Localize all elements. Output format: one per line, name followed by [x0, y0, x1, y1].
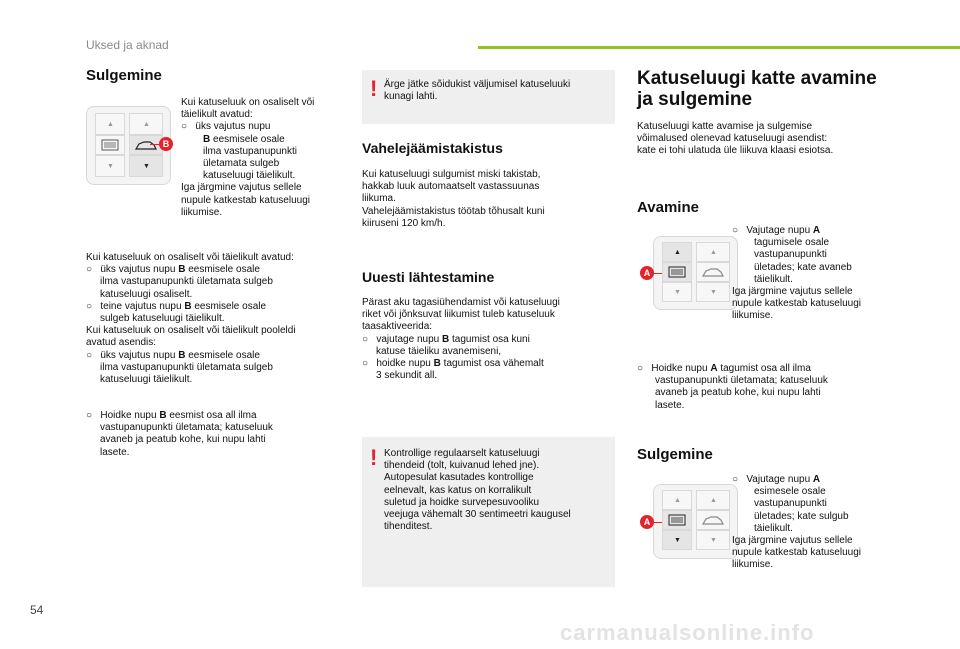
watermark: carmanualsonline.info — [560, 620, 815, 645]
pinch-title: Vahelejäämistakistus — [362, 140, 503, 156]
warning-icon: ! — [370, 445, 378, 470]
section-header: Uksed ja aknad — [86, 38, 169, 52]
callout-b: B — [159, 137, 173, 151]
roof-switch-figure-a-close: ▲ ▲ ▼ ▼ — [653, 484, 738, 559]
header-accent-bar — [478, 46, 960, 49]
warning-box-2: ! Kontrollige regulaarselt katuseluugi tihendeid (tolt, kuivanud lehed jne). Autopesulat kasutades kontrollige eelnevalt, kas katus on korralikult suletud ja hoidke survepesuvooliku veejuga vähemalt 30 sentimeetri kaugusel tihenditest. — [362, 437, 615, 587]
warning-icon: ! — [370, 76, 378, 101]
reset-title: Uuesti lähtestamine — [362, 269, 495, 285]
sunroof-blind-icon — [668, 514, 686, 526]
opening-step: ○︎ Vajutage nupu A tagumisele osale vastupanupunkti ületades; kate avaneb täielikult. Iga järgmine vajutus sellele nupule katkestab katuseluugi liikumise. — [732, 225, 861, 322]
opening-hold: ○︎ Hoidke nupu A tagumist osa all ilma vastupanupunkti ületamata; katuseluuk avaneb ja peatub kohe, kui nupu lahti lasete. — [637, 363, 828, 411]
callout-a-open: A — [640, 266, 654, 280]
bullet-icon: ○︎ — [181, 121, 188, 133]
page-number: 54 — [30, 603, 44, 617]
cover-closing-title: Sulgemine — [637, 446, 713, 463]
closing-hold: ○︎ Hoidke nupu B eesmist osa all ilma vastupanupunkti ületamata; katuseluuk avaneb ja peatub kohe, kui nupu lahti lasete. — [86, 410, 273, 458]
car-roof-icon — [134, 138, 158, 152]
opening-title: Avamine — [637, 199, 699, 216]
callout-a-close: A — [640, 515, 654, 529]
car-roof-icon — [701, 513, 725, 527]
closing-intro: Kui katuseluuk on osaliselt või täielikult avatud: ○︎ üks vajutus nupu B eesmisele osale ilma vastupanupunkti ületamata sulgeb katuseluugi täielikult. Iga järgmine vajutus sellele nupule katkestab katuseluugi liikumise. — [181, 97, 315, 218]
sunroof-blind-icon — [668, 266, 686, 278]
closing-body: Kui katuseluuk on osaliselt või täielikult avatud: ○︎ üks vajutus nupu B eesmisele osale ilma vastupanupunkti ületamata sulgeb katuseluugi osaliselt. ○︎ teine vajutus nupu B eesmisele osale sulgeb katuseluugi täielikult. Kui katuseluuk on osaliselt või täielikult pooleldi avatud asendis: ○︎ üks vajutus nupu B eesmisele osale ilma vastupanupunkti ületamata sulgeb katuseluugi täielikult. — [86, 252, 296, 386]
pinch-body: Kui katuseluugi sulgumist miski takistab, hakkab luuk automaatselt vastassuunas liikuma. Vahelejäämistakistus töötab tõhusalt kuni kiiruseni 120 km/h. — [362, 169, 545, 229]
roof-switch-figure-b: ▲ ▲ ▼ ▼ — [86, 106, 171, 185]
cover-intro: Katuseluugi katte avamise ja sulgemise võimalused olenevad katuseluugi asendist: kate ei tohi ulatuda üle liikuva klaasi esiotsa. — [637, 121, 834, 157]
closing-title: Sulgemine — [86, 67, 162, 84]
cover-closing-step: ○︎ Vajutage nupu A esimesele osale vastupanupunkti ületades; kate sulgub täielikult. Iga järgmine vajutus sellele nupule katkestab katuseluugi liikumise. — [732, 474, 861, 571]
reset-body: Pärast aku tagasiühendamist või katuseluugi riket või jõnksuvat liikumist tuleb katuseluuk taasaktiveerida: ○︎ vajutage nupu B tagumist osa kuni katuse täieliku avanemiseni, ○︎ hoidke nupu B tagumist osa vähemalt 3 sekundit all. — [362, 297, 560, 382]
cover-title: Katuseluugi katte avamine ja sulgemine — [637, 68, 877, 110]
warning-box-1: ! Ärge jätke sõidukist väljumisel katuseluuki kunagi lahti. — [362, 70, 615, 124]
sunroof-blind-icon — [101, 139, 119, 151]
roof-switch-figure-a-open: ▲ ▲ ▼ ▼ — [653, 236, 738, 310]
car-roof-icon — [701, 265, 725, 279]
